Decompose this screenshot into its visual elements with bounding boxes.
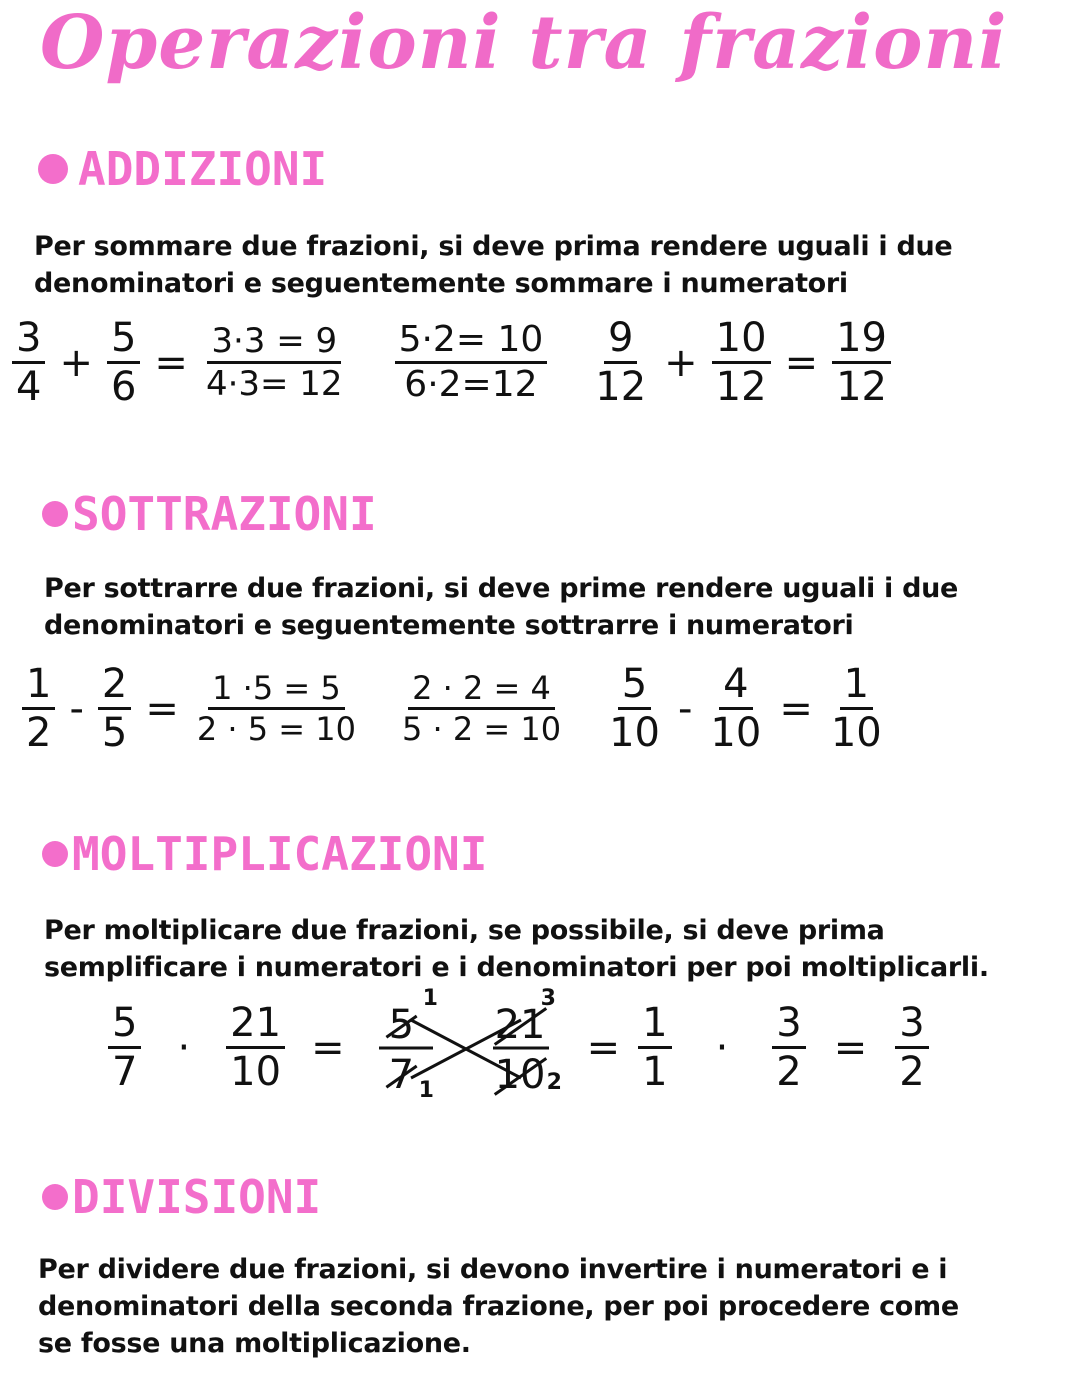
simplification (371, 986, 581, 1103)
paragraph-line: se fosse una moltiplicazione. (38, 1328, 471, 1359)
fraction: $\frac{1}{2}$ (22, 664, 55, 753)
operator: = (784, 339, 819, 386)
simp-d2: 10 (494, 1052, 546, 1098)
heading-moltiplicazioni (42, 827, 487, 881)
fraction: $\frac{4}{10}$ (710, 661, 762, 756)
paragraph-line: semplificare i numeratori e i denominatori per poi moltiplicarli. (44, 952, 989, 983)
paragraph-line: Per sottrarre due frazioni, si deve prime rendere uguali i due (44, 573, 959, 604)
simp-d2-new: 2 (546, 1070, 562, 1095)
paragraph-line: Per moltiplicare due frazioni, se possibile, si deve prima (44, 915, 885, 946)
simp-n1-new: 1 (422, 986, 438, 1011)
heading-sottrazioni (42, 487, 377, 541)
simp-n2-new: 3 (540, 986, 556, 1011)
fraction: $\frac{5}{6}$ (107, 318, 140, 407)
fraction: $\frac{3}{4}$ (12, 318, 45, 407)
paragraph-line: Per sommare due frazioni, si deve prima rendere uguali i due (34, 231, 953, 262)
operator: = (145, 685, 179, 732)
fraction: $\frac{5}{10}$ (609, 661, 660, 756)
heading-divisioni-label: DIVISIONI (72, 1170, 322, 1224)
fraction-step: $\frac{1 \cdot 5 = 5}{2 \cdot 5 = 10}$ (196, 669, 356, 748)
operator: = (833, 1024, 868, 1071)
fraction-step: $\frac{2 \cdot 2 = 4}{5 \cdot 2 = 10}$ (401, 669, 562, 748)
fraction-step: $\frac{3\cdot 3 = 9}{4\cdot 3= 12}$ (205, 321, 343, 404)
operator: - (677, 685, 693, 732)
operator: · (177, 1024, 191, 1071)
operator: - (69, 685, 84, 732)
paragraph-line: denominatori e seguentemente sommare i numeratori (34, 268, 848, 299)
operator: · (715, 1024, 729, 1071)
simp-n1: 5 (388, 1002, 415, 1048)
fraction: $\frac{2}{5}$ (98, 664, 131, 753)
fraction: $\frac{1}{1}$ (638, 1003, 671, 1092)
bullet-icon (42, 841, 68, 867)
equation-addizioni (12, 315, 891, 410)
paragraph-addizioni (34, 228, 952, 302)
operator: = (154, 339, 188, 386)
simp-d1: 7 (388, 1052, 415, 1098)
paragraph-moltiplicazioni (44, 912, 989, 986)
operator: = (586, 1024, 621, 1071)
operator: + (664, 339, 698, 386)
operator: = (779, 685, 813, 732)
fraction: $\frac{9}{12}$ (595, 315, 647, 410)
equation-moltiplicazioni (108, 986, 929, 1103)
heading-addizioni (38, 142, 327, 196)
fraction: $\frac{5}{7}$ (108, 1003, 141, 1092)
page-title: Operazioni tra frazioni (40, 0, 1008, 86)
fraction: $\frac{21}{10}$ (226, 1003, 285, 1092)
paragraph-line: denominatori della seconda frazione, per poi procedere come (38, 1291, 959, 1322)
fraction: $\frac{3}{2}$ (772, 1003, 805, 1092)
bullet-icon (42, 1184, 68, 1210)
fraction: $\frac{10}{12}$ (712, 318, 771, 407)
operator: = (311, 1024, 345, 1071)
simp-n2: 21 (494, 1002, 546, 1048)
heading-moltiplicazioni-label: MOLTIPLICAZIONI (72, 827, 488, 881)
heading-addizioni-label: ADDIZIONI (78, 142, 328, 196)
fraction-step: $\frac{5\cdot 2= 10}{6\cdot 2=12}$ (395, 322, 548, 403)
simp-d1-new: 1 (418, 1078, 434, 1103)
paragraph-line: denominatori e seguentemente sottrarre i numeratori (44, 610, 854, 641)
fraction-result: $\frac{3}{2}$ (895, 1003, 928, 1092)
fraction-result: $\frac{1}{10}$ (830, 661, 882, 756)
fraction-result: $\frac{19}{12}$ (832, 318, 891, 407)
heading-sottrazioni-label: SOTTRAZIONI (72, 487, 377, 541)
equation-sottrazioni (22, 661, 886, 756)
bullet-icon (42, 501, 68, 527)
paragraph-divisioni (38, 1251, 959, 1362)
operator: + (59, 339, 93, 386)
heading-divisioni (42, 1170, 321, 1224)
paragraph-sottrazioni (44, 570, 958, 644)
bullet-icon (38, 154, 68, 184)
paragraph-line: Per dividere due frazioni, si devono invertire i numeratori e i (38, 1254, 948, 1285)
